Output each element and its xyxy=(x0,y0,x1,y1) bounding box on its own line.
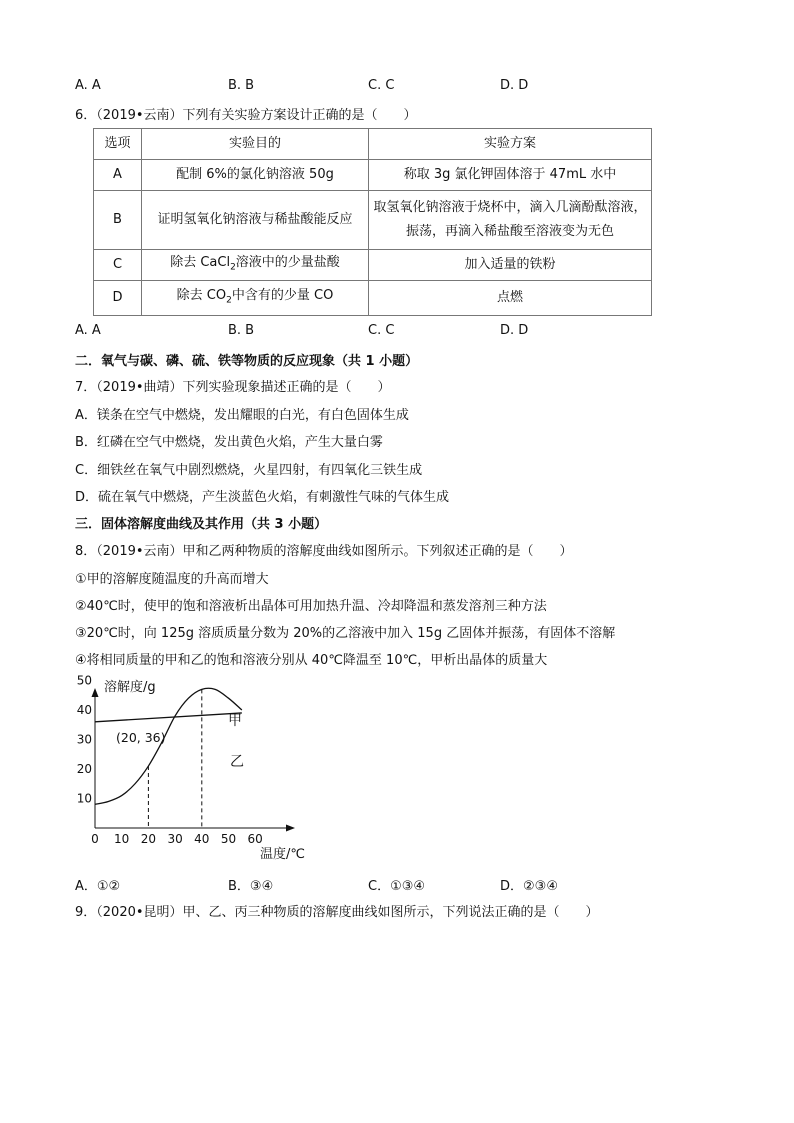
table-row xyxy=(94,160,652,191)
series-line-yi xyxy=(95,713,242,722)
q6-options xyxy=(75,323,595,341)
purpose-text: 除去 CaCl xyxy=(170,254,231,270)
q7-choice-c: C．细铁丝在氧气中剧烈燃烧，火星四射，有四氧化三铁生成 xyxy=(75,463,423,478)
table-header-plan: 实验方案 xyxy=(369,129,652,160)
row-plan: 点燃 xyxy=(369,281,652,316)
q5-option-a: A. A xyxy=(75,78,101,93)
row-purpose: 证明氢氧化钠溶液与稀盐酸能反应 xyxy=(142,191,369,250)
row-plan-line1: 取氢氧化钠溶液于烧杯中，滴入几滴酚酞溶液， xyxy=(373,200,647,215)
q6-option-c: C. C xyxy=(368,323,395,338)
table-row xyxy=(94,281,652,316)
q7-choice-d: D．硫在氧气中燃烧，产生淡蓝色火焰，有刺激性气味的气体生成 xyxy=(75,490,450,505)
x-axis-arrow xyxy=(286,825,295,832)
q7-choice-a: A．镁条在空气中燃烧，发出耀眼的白光，有白色固体生成 xyxy=(75,408,409,423)
purpose-text: 除去 CO xyxy=(176,287,227,303)
row-plan: 称取 3g 氯化钾固体溶于 47mL 水中 xyxy=(369,160,652,191)
q5-options xyxy=(75,78,595,96)
purpose-text: 溶液中的少量盐酸 xyxy=(235,254,340,270)
x-tick-label: 10 xyxy=(114,832,130,846)
q5-option-c: C. C xyxy=(368,78,395,93)
section-3-heading: 三．固体溶解度曲线及其作用（共 3 小题） xyxy=(75,517,328,532)
subscript: 2 xyxy=(226,295,232,306)
q6-stem: 6．（2019•云南）下列有关实验方案设计正确的是（ ） xyxy=(75,108,417,123)
row-option: D xyxy=(94,281,142,316)
q8-option-c: C．①③④ xyxy=(368,879,426,894)
q6-option-d: D. D xyxy=(500,323,529,338)
q8-options xyxy=(75,875,595,893)
q6-option-a: A. A xyxy=(75,323,101,338)
row-plan-line2: 振荡，再滴入稀盐酸至溶液变为无色 xyxy=(405,224,614,239)
y-axis-label: 溶解度/g xyxy=(104,680,156,695)
y-tick-label: 30 xyxy=(76,732,92,747)
series-label-jia: 甲 xyxy=(228,713,242,729)
q8-stem: 8．（2019•云南）甲和乙两种物质的溶解度曲线如图所示。下列叙述正确的是（ ） xyxy=(75,544,573,559)
x-tick-label: 50 xyxy=(220,832,237,846)
x-tick-label: 60 xyxy=(247,832,263,846)
x-tick-label: 40 xyxy=(194,832,210,846)
y-tick-label: 10 xyxy=(76,791,92,806)
q8-option-d: D．②③④ xyxy=(500,879,558,894)
series-label-yi: 乙 xyxy=(230,754,244,770)
x-tick-label: 20 xyxy=(140,832,157,846)
y-tick-label: 20 xyxy=(76,762,92,776)
row-purpose: 配制 6%的氯化钠溶液 50g xyxy=(142,160,369,191)
table-row xyxy=(94,250,652,281)
q7-choice-b: B．红磷在空气中燃烧，发出黄色火焰，产生大量白雾 xyxy=(75,435,383,450)
q6-table xyxy=(93,128,652,316)
q8-statement-2: ②40℃时，使甲的饱和溶液析出晶体可用加热升温、冷却降温和蒸发溶剂三种方法 xyxy=(75,599,547,614)
x-tick-label: 30 xyxy=(167,832,183,846)
q9-stem: 9．（2020•昆明）甲、乙、丙三种物质的溶解度曲线如图所示，下列说法正确的是（ ） xyxy=(75,905,599,920)
q8-option-a: A．①② xyxy=(75,879,121,894)
q5-option-b: B. B xyxy=(228,78,255,93)
solubility-chart xyxy=(70,672,310,867)
x-tick-label: 0 xyxy=(91,832,99,846)
row-option: C xyxy=(94,250,142,281)
y-axis-arrow xyxy=(92,688,99,697)
q8-statement-1: ①甲的溶解度随温度的升高而增大 xyxy=(75,572,269,587)
table-header-purpose: 实验目的 xyxy=(142,129,369,160)
x-axis-label: 温度/℃ xyxy=(260,847,305,862)
q5-option-d: D. D xyxy=(500,78,529,93)
q6-option-b: B. B xyxy=(228,323,255,338)
row-purpose xyxy=(142,281,369,316)
table-header-option: 选项 xyxy=(94,129,142,160)
section-2-heading: 二．氧气与碳、磷、硫、铁等物质的反应现象（共 1 小题） xyxy=(75,354,419,369)
y-tick-label: 50 xyxy=(76,673,92,688)
row-option: A xyxy=(94,160,142,191)
row-plan: 加入适量的铁粉 xyxy=(369,250,652,281)
subscript: 2 xyxy=(230,262,236,273)
q8-option-b: B．③④ xyxy=(228,879,274,894)
purpose-text: 中含有的少量 CO xyxy=(231,287,334,303)
row-plan xyxy=(369,191,652,250)
row-purpose xyxy=(142,250,369,281)
table-row xyxy=(94,191,652,250)
point-annotation: (20, 36) xyxy=(116,730,166,745)
q8-statement-4: ④将相同质量的甲和乙的饱和溶液分别从 40℃降温至 10℃，甲析出晶体的质量大 xyxy=(75,653,548,668)
series-line-jia xyxy=(95,688,242,804)
q8-statement-3: ③20℃时，向 125g 溶质质量分数为 20%的乙溶液中加入 15g 乙固体并振荡，有固体不溶解 xyxy=(75,626,616,641)
row-option: B xyxy=(94,191,142,250)
y-tick-label: 40 xyxy=(76,703,92,717)
q7-stem: 7．（2019•曲靖）下列实验现象描述正确的是（ ） xyxy=(75,380,391,395)
